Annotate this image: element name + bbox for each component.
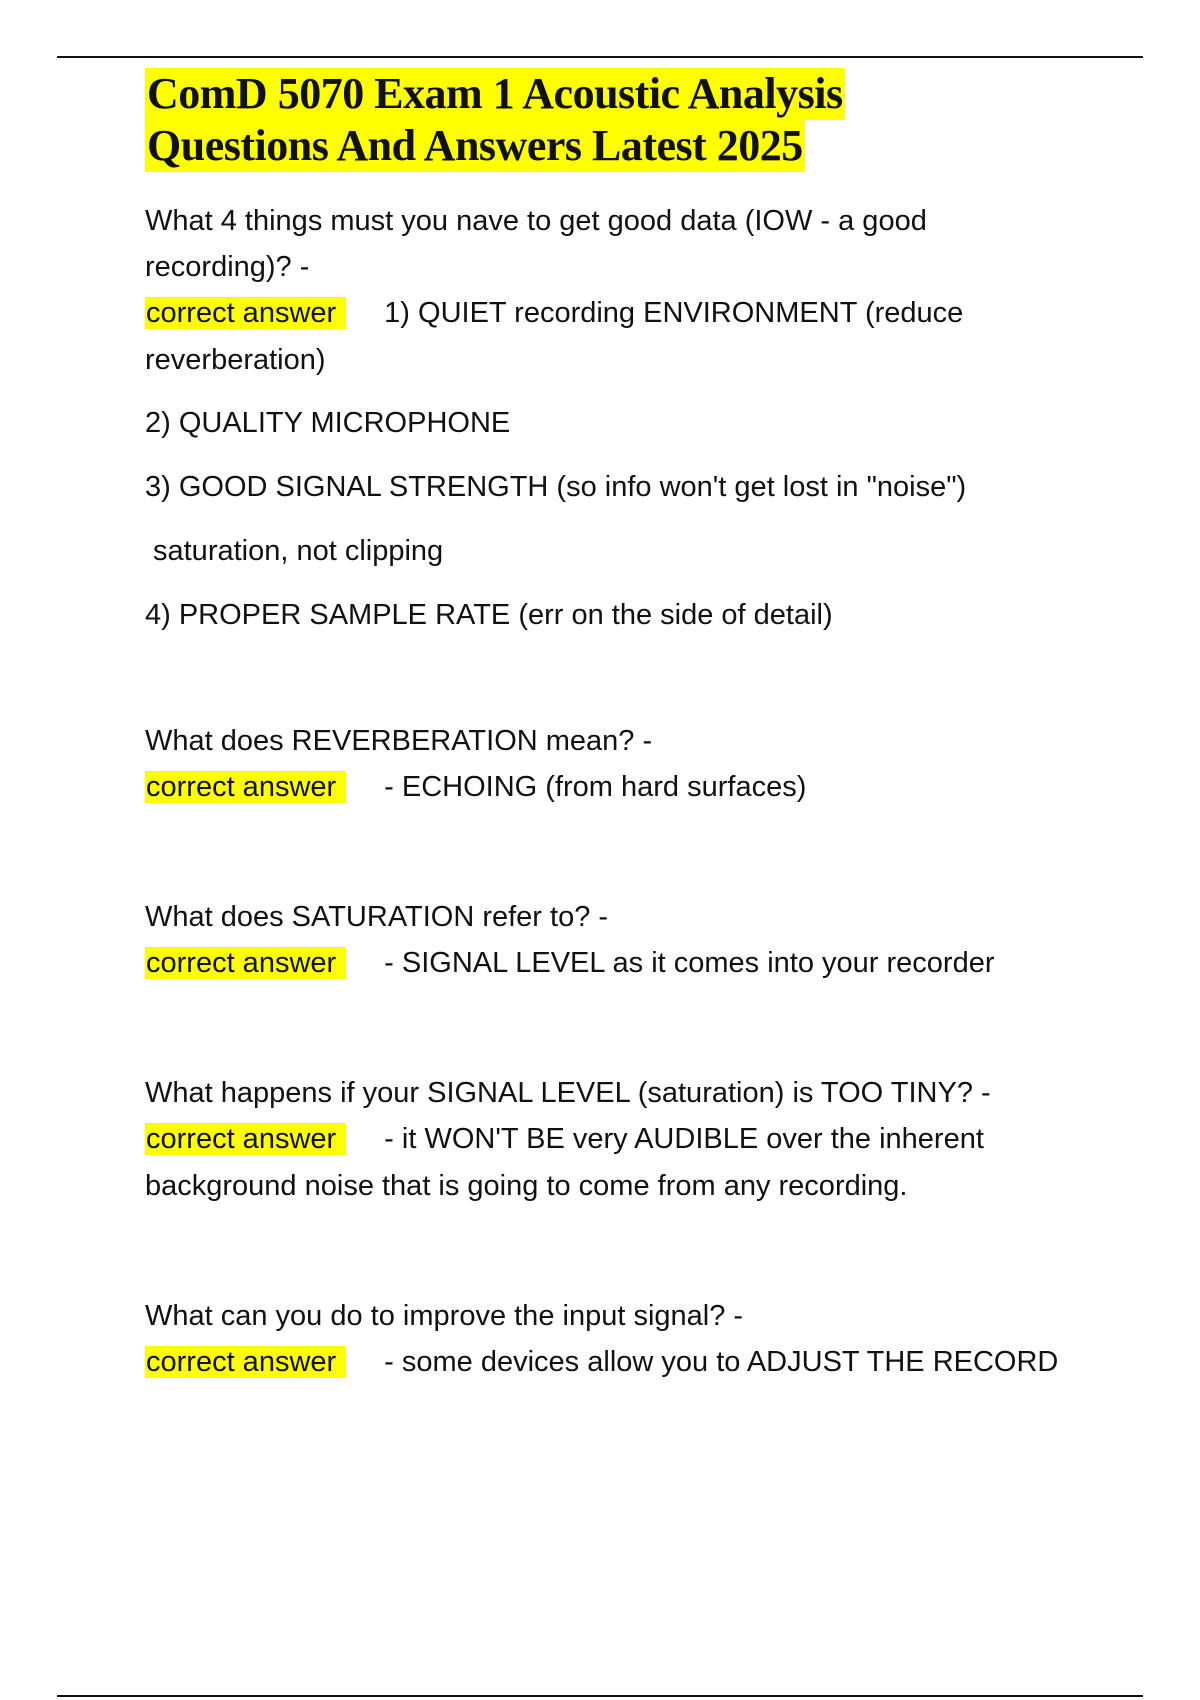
answer-text: - some devices allow you to ADJUST THE RECORD: [384, 1346, 1059, 1378]
answer-text: 1) QUIET recording ENVIRONMENT (reduce reverberation): [145, 297, 964, 376]
answer-list-item: 3) GOOD SIGNAL STRENGTH (so info won't get lost in "noise"): [145, 471, 967, 503]
question-text: What does REVERBERATION mean? -: [145, 725, 653, 757]
answer-row: [145, 1116, 1045, 1210]
qa-block-3: [145, 894, 1105, 987]
answer-text: - ECHOING (from hard surfaces): [384, 771, 807, 803]
title-line-2: Questions And Answers Latest 2025: [147, 121, 803, 170]
question-text: What 4 things must you nave to get good data (IOW - a good recording)? -: [145, 205, 927, 283]
qa-block-2: [145, 718, 1105, 811]
answer-list-item: 4) PROPER SAMPLE RATE (err on the side of detail): [145, 599, 833, 631]
answer-list-item: 2) QUALITY MICROPHONE: [145, 407, 511, 439]
answer-list-item: saturation, not clipping: [153, 535, 444, 567]
question-text: What does SATURATION refer to? -: [145, 901, 609, 933]
qa-block-5: [145, 1293, 1105, 1386]
question-text: What can you do to improve the input signal? -: [145, 1300, 744, 1332]
answer-text: - it WON'T BE very AUDIBLE over the inherent background noise that is going to come from any recording.: [145, 1123, 984, 1202]
qa-block-1: [145, 198, 1105, 638]
bottom-rule: [57, 1695, 1143, 1697]
document-title: [145, 68, 1105, 172]
correct-answer-tag: correct answer: [145, 1346, 346, 1378]
correct-answer-tag: correct answer: [145, 297, 346, 329]
answer-row: [145, 764, 1105, 811]
correct-answer-tag: correct answer: [145, 771, 346, 803]
correct-answer-tag: correct answer: [145, 947, 346, 979]
answer-row: [145, 1339, 1105, 1386]
answer-row: [145, 290, 1005, 384]
title-line-1: ComD 5070 Exam 1 Acoustic Analysis: [147, 69, 843, 118]
answer-text: - SIGNAL LEVEL as it comes into your recorder: [384, 947, 995, 979]
document-body: [145, 68, 1105, 1386]
question-text: What happens if your SIGNAL LEVEL (saturation) is TOO TINY? -: [145, 1077, 991, 1109]
correct-answer-tag: correct answer: [145, 1123, 346, 1155]
answer-row: [145, 940, 1105, 987]
qa-block-4: [145, 1070, 1105, 1210]
top-rule: [57, 56, 1143, 58]
